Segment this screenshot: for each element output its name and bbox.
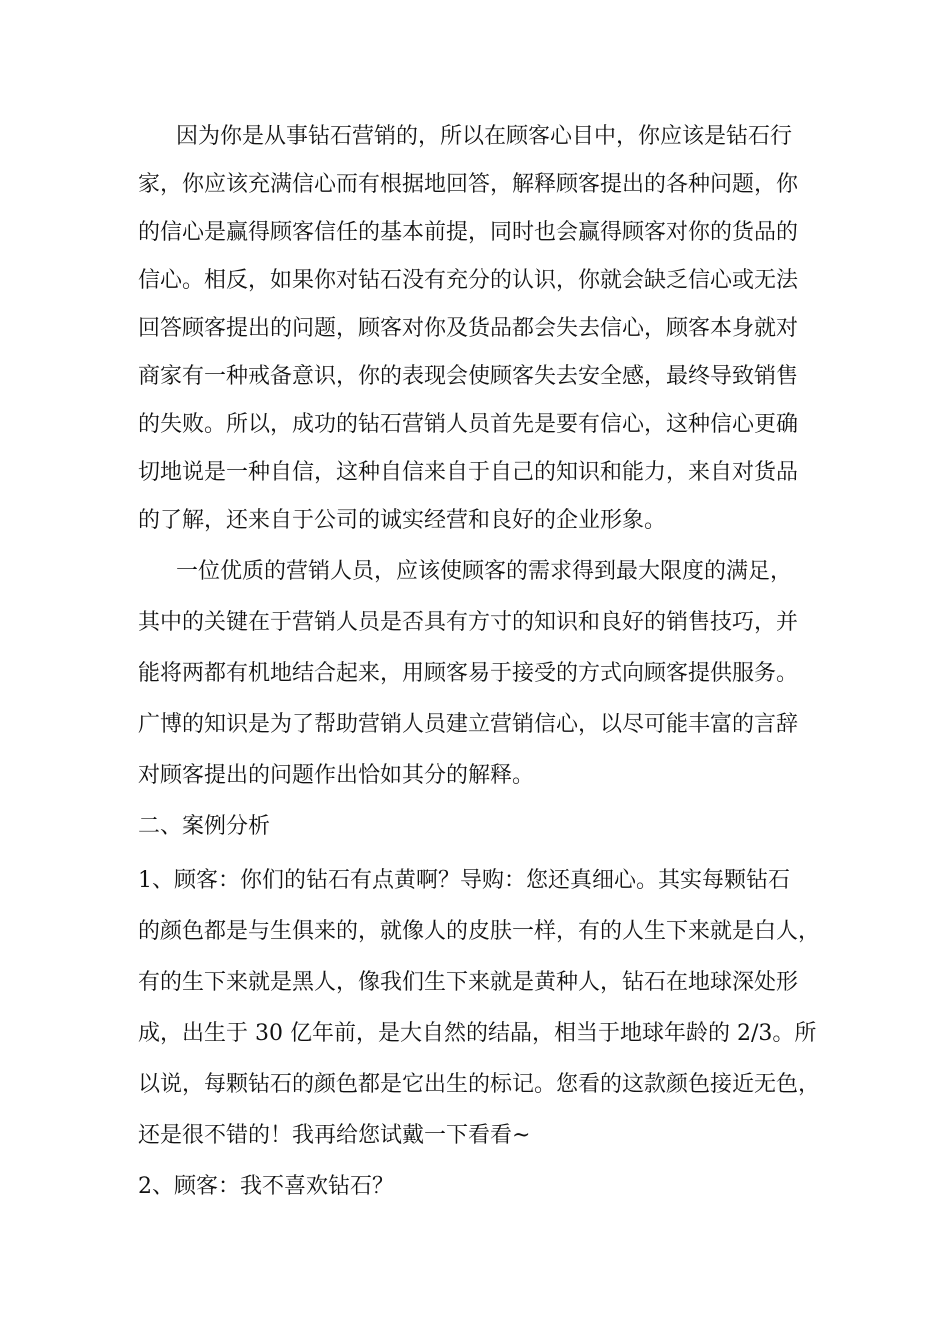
paragraph-1-line-6: 商家有一种戒备意识，你的表现会使顾客失去安全感，最终导致销售 [138,364,799,389]
paragraph-1-line-7: 的失败。所以，成功的钻石营销人员首先是要有信心，这种信心更确 [138,412,799,437]
case-1-line-6: 还是很不错的！我再给您试戴一下看看~ [138,1123,531,1148]
case-1-line-1: 1、顾客：你们的钻石有点黄啊？导购：您还真细心。其实每颗钻石 [138,868,790,893]
paragraph-1-line-4: 信心。相反，如果你对钻石没有充分的认识，你就会缺乏信心或无法 [138,268,799,293]
paragraph-1-line-9: 的了解，还来自于公司的诚实经营和良好的企业形象。 [138,508,667,533]
paragraph-1-line-3: 的信心是赢得顾客信任的基本前提，同时也会赢得顾客对你的货品的 [138,220,799,245]
paragraph-2-line-2: 其中的关键在于营销人员是否具有方寸的知识和良好的销售技巧，并 [138,610,799,635]
paragraph-2-line-4: 广博的知识是为了帮助营销人员建立营销信心，以尽可能丰富的言辞 [138,712,799,737]
case-2-line: 2、顾客：我不喜欢钻石？ [138,1174,394,1199]
paragraph-1-line-5: 回答顾客提出的问题，顾客对你及货品都会失去信心，顾客本身就对 [138,316,799,341]
case-1-line-4: 成，出生于 30 亿年前，是大自然的结晶，相当于地球年龄的 2/3。所 [138,1021,817,1046]
paragraph-2-line-1: 一位优质的营销人员，应该使顾客的需求得到最大限度的满足， [176,559,793,584]
case-1-line-3: 有的生下来就是黑人，像我们生下来就是黄种人，钻石在地球深处形 [138,970,799,995]
case-1-line-2: 的颜色都是与生俱来的，就像人的皮肤一样，有的人生下来就是白人， [138,919,821,944]
paragraph-2-line-5: 对顾客提出的问题作出恰如其分的解释。 [138,763,535,788]
paragraph-1-line-8: 切地说是一种自信，这种自信来自于自己的知识和能力，来自对货品 [138,460,799,485]
section-heading: 二、案例分析 [138,814,271,839]
paragraph-1-line-1: 因为你是从事钻石营销的，所以在顾客心目中，你应该是钻石行 [176,124,793,149]
paragraph-1-line-2: 家，你应该充满信心而有根据地回答，解释顾客提出的各种问题，你 [138,172,799,197]
case-1-line-5: 以说，每颗钻石的颜色都是它出生的标记。您看的这款颜色接近无色， [138,1072,821,1097]
paragraph-2-line-3: 能将两都有机地结合起来，用顾客易于接受的方式向顾客提供服务。 [138,661,799,686]
